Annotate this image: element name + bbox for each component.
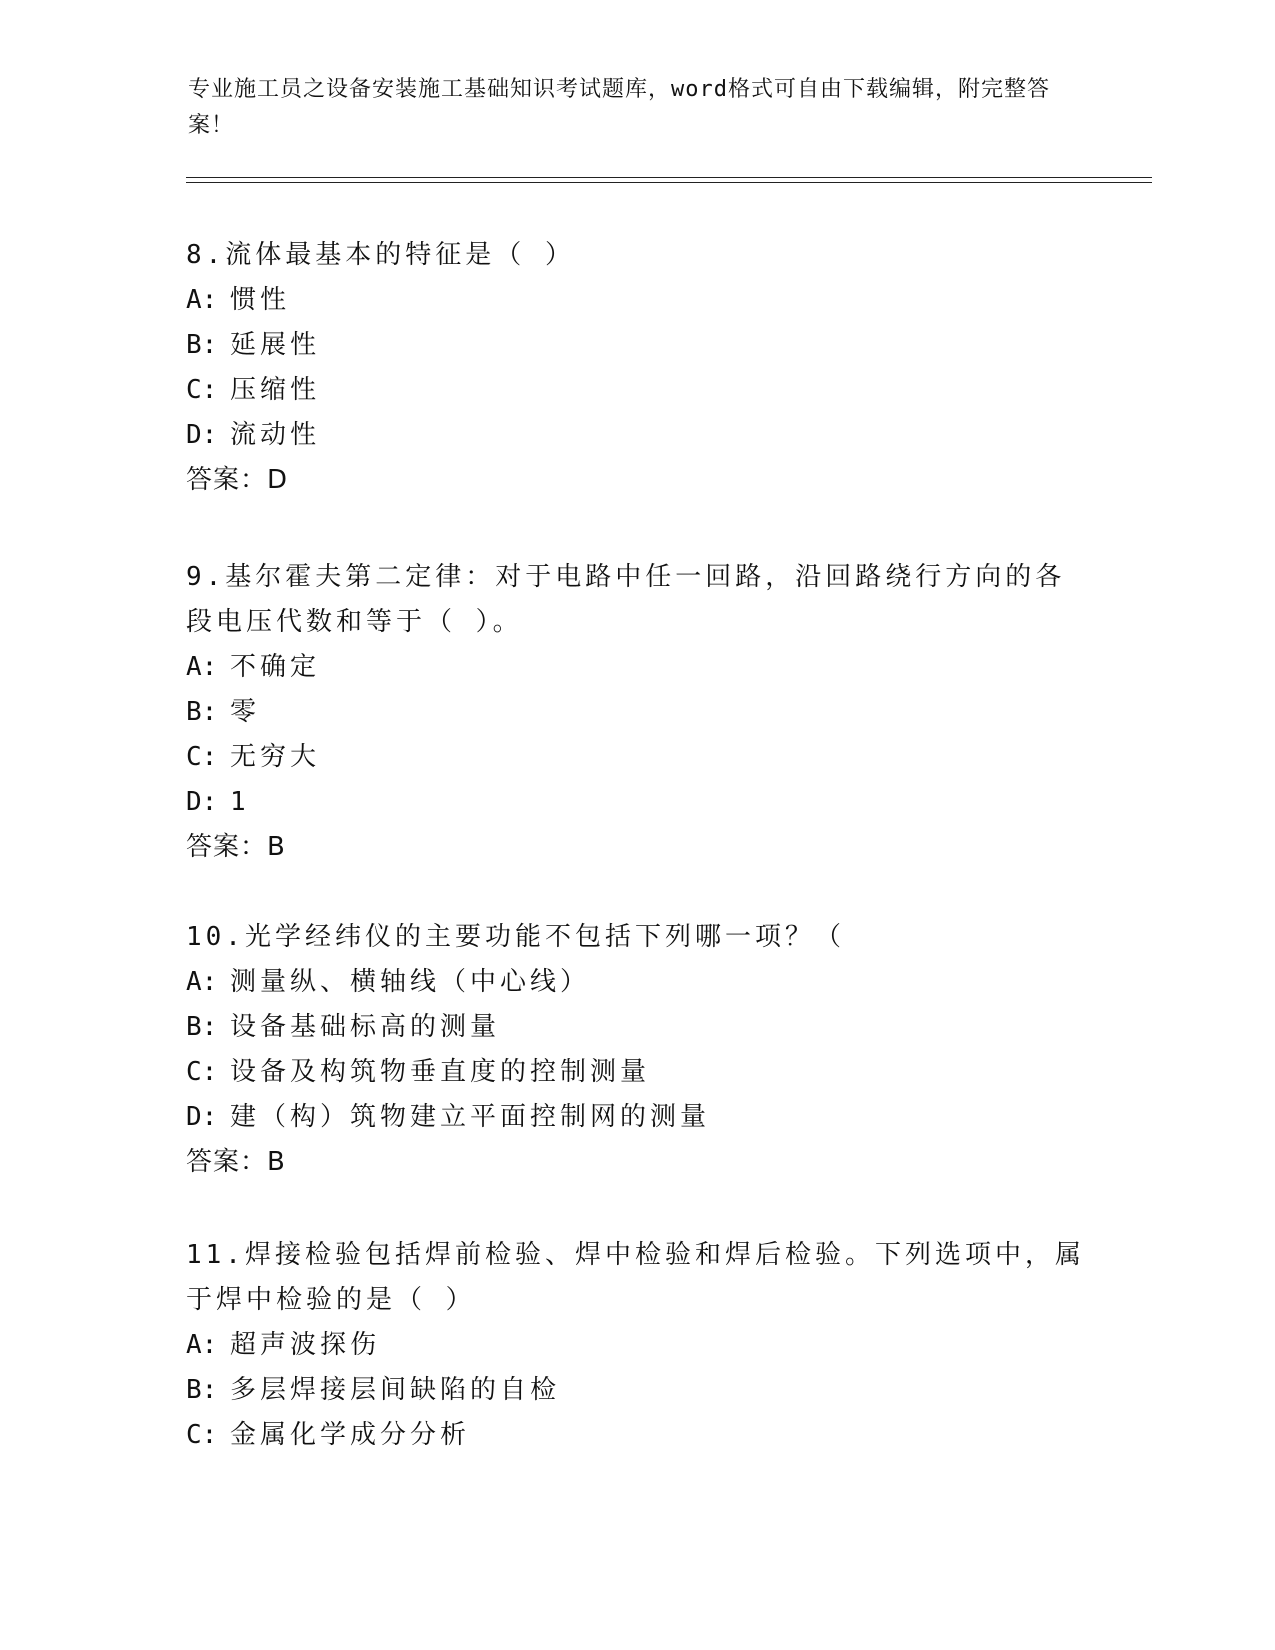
option-a [186, 645, 1086, 690]
option-letter: C: [186, 1057, 218, 1087]
option-text: 流动性 [230, 420, 321, 450]
option-b [186, 1005, 1086, 1050]
option-letter: B: [186, 330, 218, 360]
option-text: 测量纵、横轴线（中心线） [230, 967, 591, 997]
option-a [186, 960, 1086, 1005]
question-9 [186, 555, 1086, 870]
option-letter: B: [186, 697, 218, 727]
answer-line: 答案：B [186, 832, 286, 862]
option-letter: D: [186, 787, 218, 817]
option-letter: C: [186, 1420, 218, 1450]
option-c [186, 735, 1086, 780]
option-letter: A: [186, 285, 218, 315]
option-text: 压缩性 [230, 375, 321, 405]
option-b [186, 690, 1086, 735]
answer-line: 答案：B [186, 1147, 286, 1177]
question-stem: 8.流体最基本的特征是（ ） [186, 240, 575, 270]
question-11 [186, 1233, 1086, 1458]
option-d [186, 1095, 1086, 1140]
option-text: 金属化学成分分析 [230, 1420, 471, 1450]
option-letter: D: [186, 420, 218, 450]
option-b [186, 1368, 1086, 1413]
option-text: 建（构）筑物建立平面控制网的测量 [230, 1102, 711, 1132]
option-text: 惯性 [230, 285, 291, 315]
option-letter: C: [186, 375, 218, 405]
option-text: 不确定 [230, 652, 321, 682]
option-a [186, 278, 1086, 323]
option-text: 多层焊接层间缺陷的自检 [230, 1375, 561, 1405]
question-stem: 10.光学经纬仪的主要功能不包括下列哪一项？（ [186, 922, 845, 952]
option-c [186, 368, 1086, 413]
option-letter: C: [186, 742, 218, 772]
option-letter: A: [186, 1330, 218, 1360]
option-letter: D: [186, 1102, 218, 1132]
option-text: 1 [230, 787, 250, 817]
option-letter: A: [186, 967, 218, 997]
option-text: 超声波探伤 [230, 1330, 381, 1360]
option-letter: A: [186, 652, 218, 682]
option-text: 无穷大 [230, 742, 321, 772]
question-10 [186, 915, 1086, 1185]
option-letter: B: [186, 1375, 218, 1405]
option-text: 设备基础标高的测量 [230, 1012, 501, 1042]
document-header-title: 专业施工员之设备安装施工基础知识考试题库，word格式可自由下载编辑，附完整答案！ [188, 77, 1050, 138]
header-divider-top [186, 177, 1152, 178]
option-d [186, 780, 1086, 825]
option-d [186, 413, 1086, 458]
option-b [186, 323, 1086, 368]
option-c [186, 1413, 1086, 1458]
question-stem: 11.焊接检验包括焊前检验、焊中检验和焊后检验。下列选项中，属于焊中检验的是（ ） [186, 1240, 1085, 1315]
header-divider-bottom [186, 182, 1152, 183]
answer-line: 答案：D [186, 465, 289, 495]
option-c [186, 1050, 1086, 1095]
option-text: 延展性 [230, 330, 321, 360]
option-text: 设备及构筑物垂直度的控制测量 [230, 1057, 651, 1087]
option-text: 零 [230, 697, 261, 727]
option-letter: B: [186, 1012, 218, 1042]
question-stem: 9.基尔霍夫第二定律：对于电路中任一回路，沿回路绕行方向的各段电压代数和等于（ ）。 [186, 562, 1066, 637]
question-8 [186, 233, 1086, 503]
option-a [186, 1323, 1086, 1368]
